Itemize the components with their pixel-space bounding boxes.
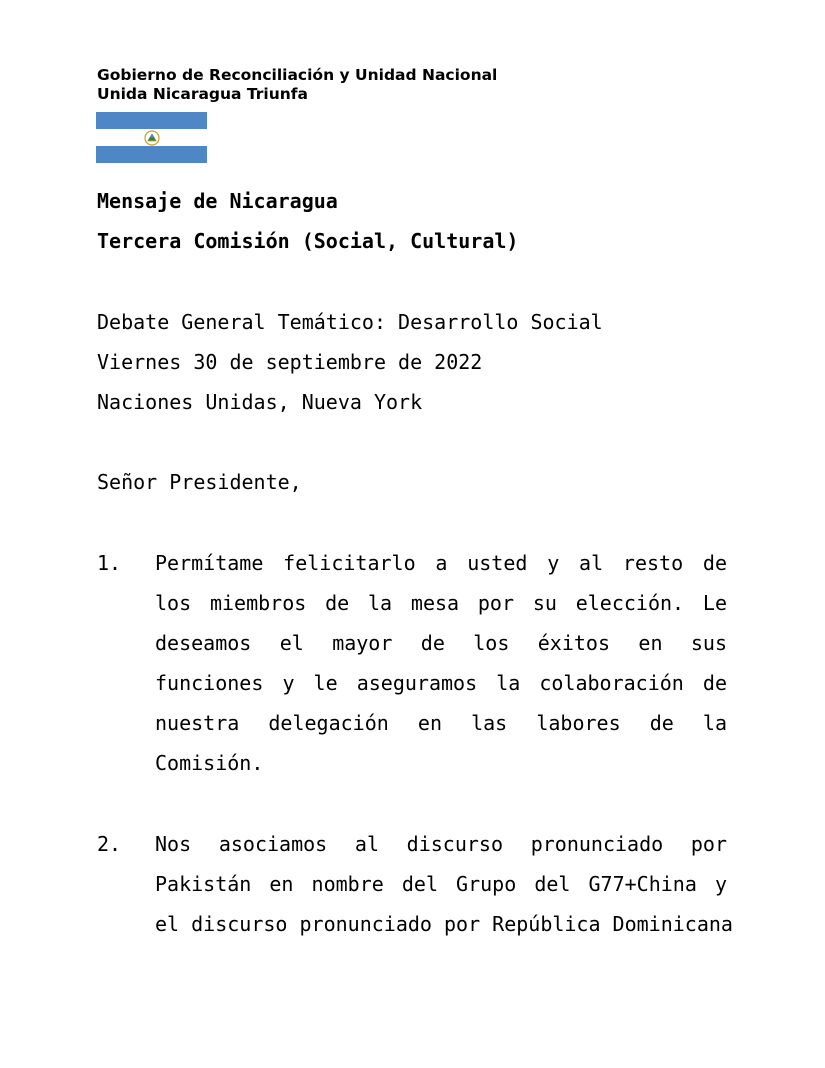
debate-topic: Debate General Temático: Desarrollo Social: [97, 310, 603, 334]
message-title: Mensaje de Nicaragua: [97, 189, 338, 213]
paragraph-line: Nos asociamos al discurso pronunciado por: [155, 832, 727, 856]
paragraph-line: Comisión.: [155, 751, 264, 775]
flag-top-band: [96, 112, 207, 129]
event-date: Viernes 30 de septiembre de 2022: [97, 350, 483, 374]
coat-of-arms-icon: [141, 129, 162, 146]
paragraph-text: [155, 543, 727, 783]
government-header: [97, 66, 497, 104]
paragraph-line: Pakistán en nombre del Grupo del G77+China y: [155, 872, 727, 896]
paragraph-2: [97, 824, 733, 944]
paragraph-line: nuestra delegación en las labores de la: [155, 711, 727, 735]
paragraph-line: Permítame felicitarlo a usted y al resto de: [155, 551, 727, 575]
paragraph-1: [97, 543, 727, 783]
salutation: Señor Presidente,: [97, 470, 302, 494]
nicaragua-flag-icon: [96, 112, 207, 163]
flag-bottom-band: [96, 146, 207, 163]
government-name: Gobierno de Reconciliación y Unidad Nacional: [97, 66, 498, 84]
paragraph-line: el discurso pronunciado por República Dominicana: [155, 912, 733, 936]
paragraph-line: funciones y le aseguramos la colaboración de: [155, 671, 727, 695]
paragraph-number: 2.: [97, 832, 122, 856]
committee-title: Tercera Comisión (Social, Cultural): [97, 229, 519, 253]
paragraph-line: deseamos el mayor de los éxitos en sus: [155, 631, 727, 655]
government-slogan: Unida Nicaragua Triunfa: [97, 85, 309, 103]
paragraph-text: [155, 824, 733, 944]
paragraph-line: los miembros de la mesa por su elección. Le: [155, 591, 727, 615]
paragraph-number: 1.: [97, 551, 122, 575]
event-location: Naciones Unidas, Nueva York: [97, 390, 423, 414]
